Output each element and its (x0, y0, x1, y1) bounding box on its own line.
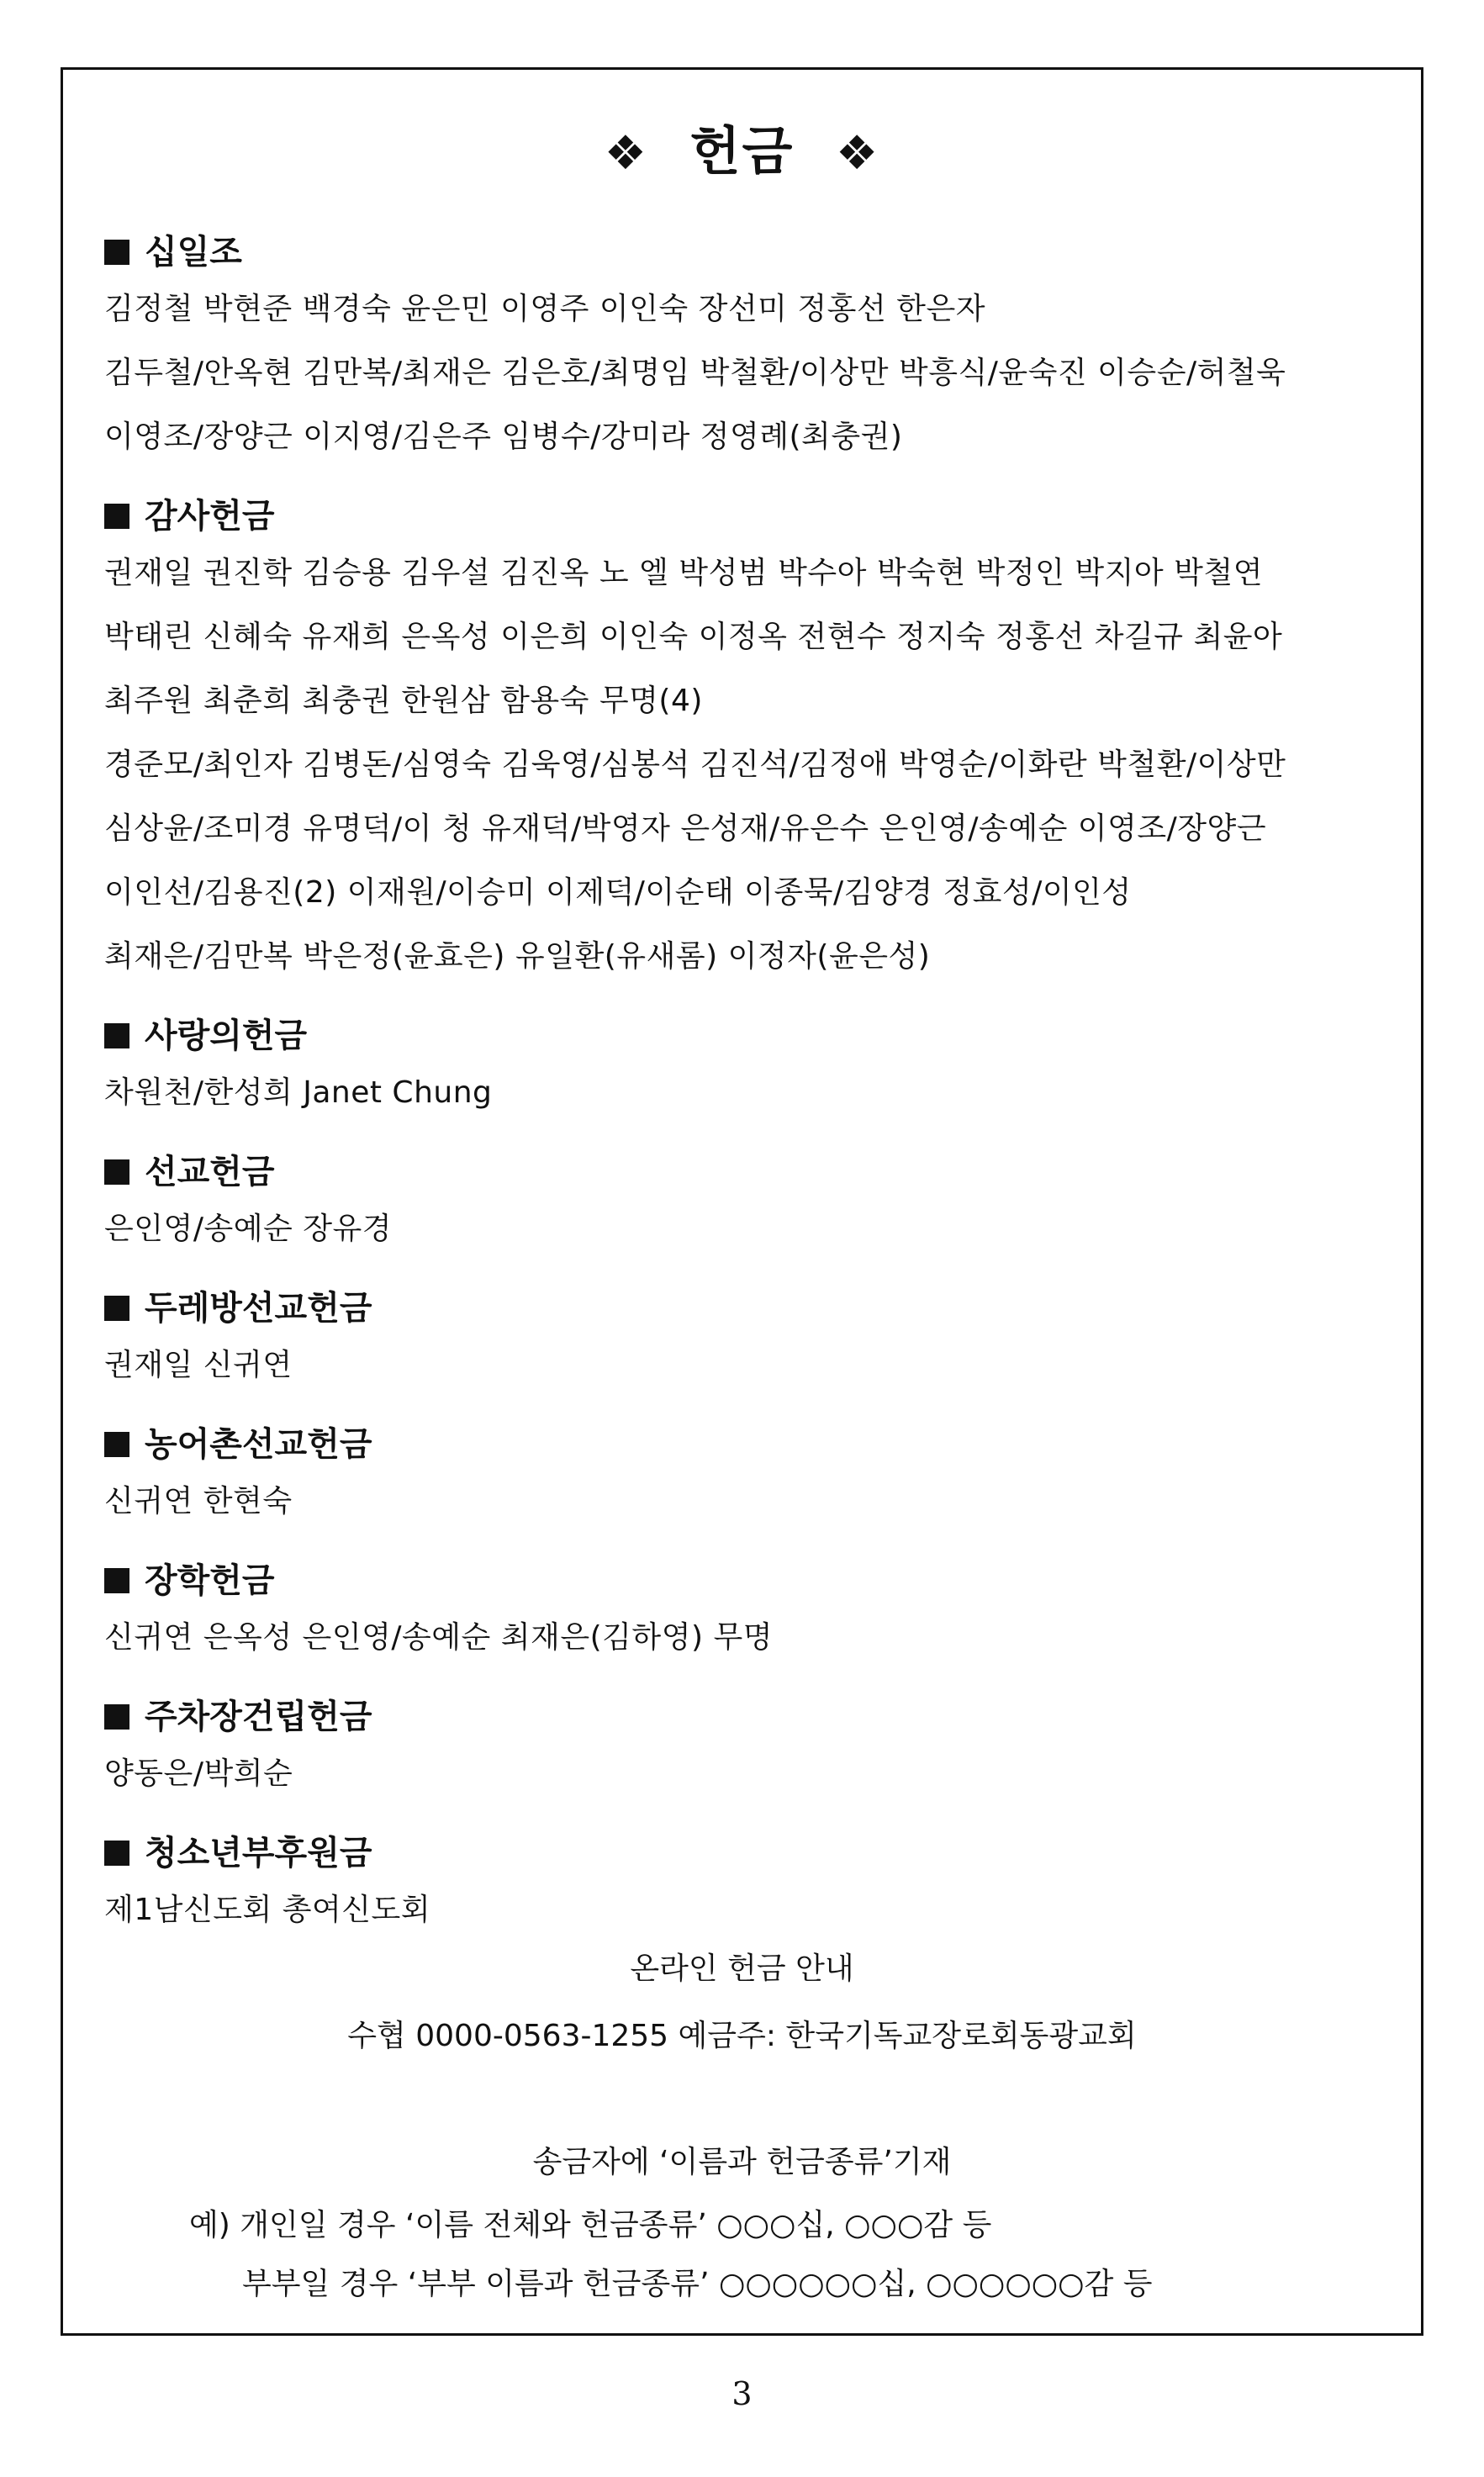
square-bullet-icon (104, 1432, 129, 1457)
section-heading (104, 1283, 1399, 1334)
square-bullet-icon (104, 1023, 129, 1048)
section-thanksgiving (104, 491, 1399, 989)
section-heading (104, 227, 1399, 277)
section-heading (104, 1692, 1399, 1742)
diamond-ornament-icon: ❖ (604, 126, 648, 181)
section-heading-text: 두레방선교헌금 (145, 1289, 372, 1328)
section-scholarship (104, 1555, 1399, 1670)
section-youth-support (104, 1828, 1399, 1942)
transfer-instruction (61, 2136, 1423, 2189)
square-bullet-icon (104, 1159, 129, 1185)
donor-line: 은인영/송예순 장유경 (104, 1212, 393, 1246)
section-heading-text: 농어촌선교헌금 (145, 1425, 372, 1464)
example-couple: 부부일 경우 ‘부부 이름과 헌금종류’ ○○○○○○십, ○○○○○○감 등 (242, 2267, 1153, 2301)
donor-line: 차원천/한성희 Janet Chung (104, 1075, 493, 1110)
section-parking-lot (104, 1692, 1399, 1806)
section-heading (104, 1555, 1399, 1606)
donor-line: 이영조/장양근 이지영/김은주 임병수/강미라 정영례(최충권) (104, 420, 903, 454)
transfer-instruction-text: 송금자에 ‘이름과 헌금종류’기재 (532, 2145, 952, 2179)
donor-line: 제1남신도회 총여신도회 (104, 1893, 431, 1927)
section-heading-text: 십일조 (145, 233, 242, 272)
online-offering-title-text: 온라인 헌금 안내 (630, 1951, 854, 1986)
donor-line: 최재은/김만복 박은정(윤효은) 유일환(유새롬) 이정자(윤은성) (104, 939, 931, 974)
offering-list (104, 227, 1399, 1942)
diamond-ornament-icon: ❖ (835, 126, 880, 181)
example-individual: 예) 개인일 경우 ‘이름 전체와 헌금종류’ ○○○십, ○○○감 등 (189, 2208, 992, 2242)
section-heading-text: 주차장건립헌금 (145, 1698, 372, 1736)
section-heading-text: 사랑의헌금 (145, 1017, 308, 1055)
donor-line: 신귀연 한현숙 (104, 1484, 293, 1518)
section-tithe (104, 227, 1399, 469)
section-heading-text: 선교헌금 (145, 1153, 275, 1191)
bank-account-text: 수협 0000-0563-1255 예금주: 한국기독교장로회동광교회 (347, 2019, 1137, 2053)
square-bullet-icon (104, 504, 129, 529)
section-heading (104, 1147, 1399, 1197)
online-offering-title (61, 1942, 1423, 1996)
section-mission (104, 1147, 1399, 1261)
donor-line: 심상윤/조미경 유명덕/이 청 유재덕/박영자 은성재/유은수 은인영/송예순 이영조/장양근 (104, 811, 1267, 846)
section-heading-text: 감사헌금 (145, 497, 275, 536)
section-heading-text: 장학헌금 (145, 1561, 275, 1600)
donor-line: 이인선/김용진(2) 이재원/이승미 이제덕/이순태 이종묵/김양경 정효성/이인성 (104, 875, 1132, 910)
donor-line: 김두철/안옥현 김만복/최재은 김은호/최명임 박철환/이상만 박흥식/윤숙진 이승순/허철욱 (104, 356, 1286, 390)
section-heading (104, 491, 1399, 541)
page-title (0, 109, 1484, 184)
page-number: 3 (731, 2375, 753, 2412)
section-heading (104, 1419, 1399, 1470)
section-durebang-mission (104, 1283, 1399, 1397)
section-rural-mission (104, 1419, 1399, 1534)
square-bullet-icon (104, 1704, 129, 1730)
square-bullet-icon (104, 1841, 129, 1866)
square-bullet-icon (104, 240, 129, 265)
donor-line: 김정철 박현준 백경숙 윤은민 이영주 이인숙 장선미 정홍선 한은자 (104, 292, 985, 326)
donor-line: 경준모/최인자 김병돈/심영숙 김욱영/심봉석 김진석/김정애 박영순/이화란 박철환/이상만 (104, 747, 1286, 782)
donor-line: 권재일 권진학 김승용 김우설 김진옥 노 엘 박성범 박수아 박숙현 박정인 박지아 박철연 (104, 556, 1263, 590)
donor-line: 신귀연 은옥성 은인영/송예순 최재은(김하영) 무명 (104, 1620, 774, 1655)
section-heading (104, 1828, 1399, 1878)
section-heading (104, 1011, 1399, 1061)
square-bullet-icon (104, 1568, 129, 1593)
page-title-text: 헌금 (689, 120, 795, 182)
section-love-offering (104, 1011, 1399, 1125)
bank-account-info (61, 2010, 1423, 2063)
donor-line: 양동은/박희순 (104, 1756, 293, 1791)
donor-line: 권재일 신귀연 (104, 1348, 293, 1382)
square-bullet-icon (104, 1296, 129, 1321)
section-heading-text: 청소년부후원금 (145, 1834, 372, 1872)
donor-line: 박태린 신혜숙 유재희 은옥성 이은희 이인숙 이정옥 전현수 정지숙 정홍선 차길규 최윤아 (104, 620, 1283, 654)
donor-line: 최주원 최춘희 최충권 한원삼 함용숙 무명(4) (104, 684, 703, 718)
